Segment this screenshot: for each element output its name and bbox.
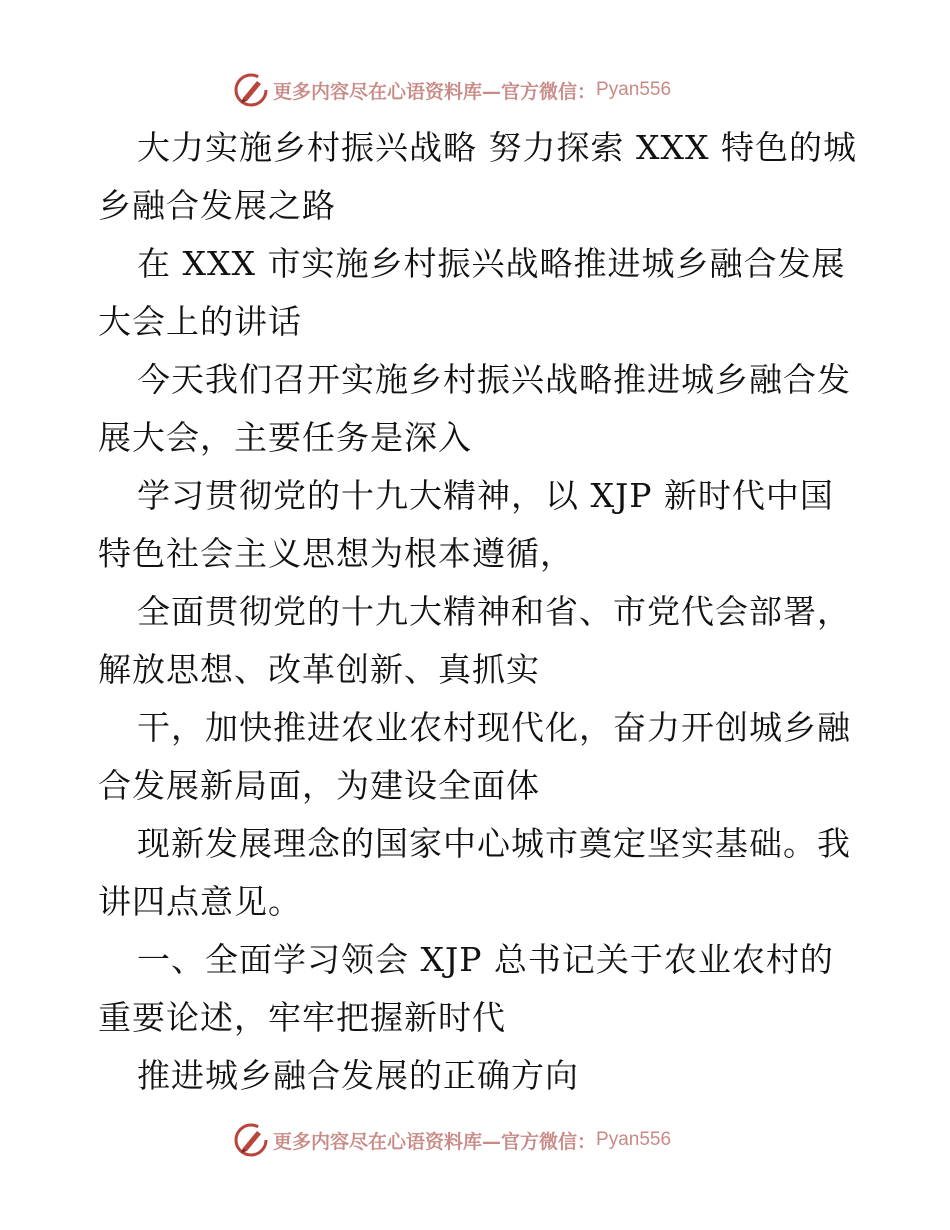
title-line-1: 大力实施乡村振兴战略 努力探索 XXX 特色的城 (137, 128, 857, 167)
paragraph-line: 干，加快推进农业农村现代化，奋力开创城乡融 (137, 708, 851, 747)
section-heading-line: 推进城乡融合发展的正确方向 (137, 1056, 579, 1095)
watermark-text: 更多内容尽在心语资料库—官方微信： (273, 1130, 597, 1153)
watermark-wechat-id: Pyan556 (596, 1129, 672, 1150)
paragraph-line: 学习贯彻党的十九大精神，以 XJP 新时代中国 (137, 476, 834, 515)
paragraph-line: 解放思想、改革创新、真抓实 (98, 650, 540, 689)
paragraph-line: 今天我们召开实施乡村振兴战略推进城乡融合发 (137, 360, 851, 399)
watermark-wechat-id: Pyan556 (596, 79, 672, 100)
subtitle-line-2: 大会上的讲话 (98, 302, 302, 341)
watermark-text: 更多内容尽在心语资料库—官方微信： (273, 80, 597, 103)
footer-watermark (233, 1122, 671, 1158)
subtitle-line-1: 在 XXX 市实施乡村振兴战略推进城乡融合发展 (137, 244, 846, 283)
section-heading-line: 一、全面学习领会 XJP 总书记关于农业农村的 (137, 940, 834, 979)
title-line-2: 乡融合发展之路 (98, 186, 336, 225)
section-heading-line: 重要论述，牢牢把握新时代 (98, 998, 506, 1037)
paragraph-line: 合发展新局面，为建设全面体 (98, 766, 540, 805)
paragraph-line: 特色社会主义思想为根本遵循， (98, 534, 574, 573)
paragraph-line: 讲四点意见。 (98, 882, 302, 921)
pen-logo-icon (233, 1122, 269, 1158)
paragraph-line: 全面贯彻党的十九大精神和省、市党代会部署， (137, 592, 851, 631)
paragraph-line: 现新发展理念的国家中心城市奠定坚实基础。我 (137, 824, 851, 863)
paragraph-line: 展大会，主要任务是深入 (98, 418, 472, 457)
